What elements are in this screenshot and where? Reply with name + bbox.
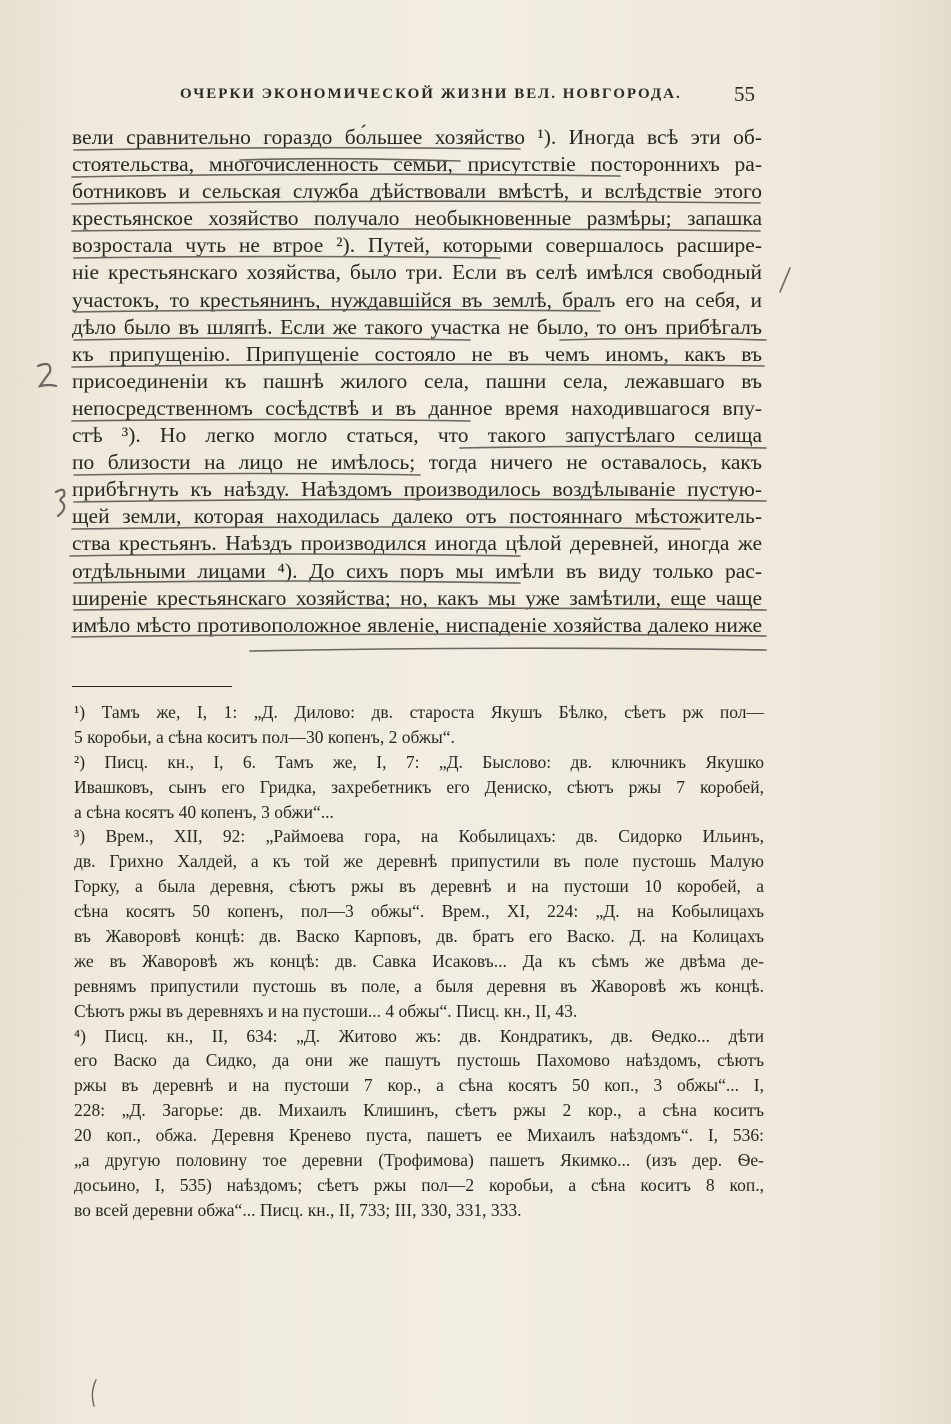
footnote-line: Ивашковъ, сынъ его Гридка, захребетникъ его Дениско, сѣютъ ржы 7 коробей, xyxy=(74,776,764,797)
text-line: имѣло мѣсто противоположное явленіе, ниспаденіе хозяйства далеко ниже xyxy=(72,612,762,637)
text-line: присоединеніи къ пашнѣ жилого села, пашни села, лежавшаго въ xyxy=(72,368,762,393)
footnote-line: 228: „Д. Загорье: дв. Михаилъ Клишинъ, сѣетъ ржы 2 кор., а сѣна коситъ xyxy=(74,1100,764,1121)
footnote-line: въ Жаворовѣ концѣ: дв. Васко Карповъ, дв. братъ его Васко. Д. на Колицахъ xyxy=(74,926,764,947)
footnote-line: ³) Врем., XII, 92: „Раймоева гора, на Кобылицахъ: дв. Сидорко Ильинъ, xyxy=(74,826,764,847)
text-line: дѣло было въ шляпѣ. Если же такого участка не было, то онъ прибѣгалъ xyxy=(72,314,762,339)
footnote-line: ржы въ деревнѣ и на пустоши 7 кор., а сѣна косятъ 50 коп., 3 обжы“... I, xyxy=(74,1075,764,1096)
footnote-line: ⁴) Писц. кн., II, 634: „Д. Житово жъ: дв. Кондратикъ, дв. Ѳедко... дѣти xyxy=(74,1025,764,1046)
main-text xyxy=(72,124,762,639)
text-line: непосредственномъ сосѣдствѣ и въ данное время находившагося впу- xyxy=(72,395,762,420)
text-line: прибѣгнуть къ наѣзду. Наѣздомъ производилось воздѣлываніе пустую- xyxy=(72,477,762,502)
footnote-line: дв. Грихно Халдей, а къ той же деревнѣ припустили въ поле пустошь Малую xyxy=(74,851,764,872)
text-line: стоятельства, многочисленность семьи, присутствіе постороннихъ ра- xyxy=(72,152,762,177)
text-line: отдѣльными лицами ⁴). До сихъ поръ мы имѣли въ виду только рас- xyxy=(72,558,762,583)
text-line: къ припущенію. Припущеніе состояло не въ чемъ иномъ, какъ въ xyxy=(72,341,762,366)
text-line: ширеніе крестьянскаго хозяйства; но, какъ мы уже замѣтили, еще чаще xyxy=(72,585,762,610)
text-line: щей земли, которая находилась далеко отъ постояннаго мѣстожитель- xyxy=(72,504,762,529)
footnote-line: его Васко да Сидко, да они же пашутъ пустошь Пахомово наѣздомъ, сѣютъ xyxy=(74,1050,764,1071)
footnote-line: Горку, а была деревня, сѣютъ ржы въ деревнѣ и на пустоши 10 коробей, а xyxy=(74,876,764,897)
text-line: участокъ, то крестьянинъ, нуждавшійся въ землѣ, бралъ его на себя, и xyxy=(72,287,762,312)
pencil-margin-slash xyxy=(780,268,790,292)
footnote-rule xyxy=(72,686,232,687)
text-line: вели сравнительно гораздо бо́льшее хозяйство ¹). Иногда всѣ эти об- xyxy=(72,125,762,149)
pencil-margin-mark xyxy=(92,1380,96,1406)
running-header: ОЧЕРКИ ЭКОНОМИЧЕСКОЙ ЖИЗНИ ВЕЛ. НОВГОРОДА. xyxy=(180,86,682,102)
text-line: ботниковъ и сельская служба дѣйствовали вмѣстѣ, и вслѣдствіе этого xyxy=(72,179,762,204)
footnote-line: а сѣна косятъ 40 копенъ, 3 обжи“... xyxy=(74,801,334,822)
page-number: 55 xyxy=(734,82,755,106)
footnote-line: ¹) Тамъ же, I, 1: „Д. Дилово: дв. староста Якушъ Бѣлко, сѣетъ рж пол— xyxy=(74,702,764,722)
footnote-line: во всей деревни обжа“... Писц. кн., II, 733; III, 330, 331, 333. xyxy=(74,1199,522,1220)
pencil-underline xyxy=(250,648,766,651)
text-line: стѣ ³). Но легко могло статься, что такого запустѣлаго селища xyxy=(72,423,762,448)
footnote-line: досьино, I, 535) наѣздомъ; сѣетъ ржы пол—2 коробьи, а сѣна коситъ 8 коп., xyxy=(74,1174,764,1195)
text-line: крестьянское хозяйство получало необыкновенные размѣры; запашка xyxy=(72,206,762,231)
text-line: ніе крестьянскаго хозяйства, было три. Если въ селѣ имѣлся свободный xyxy=(72,260,762,285)
footnotes xyxy=(74,700,764,1223)
footnote-line: Сѣютъ ржы въ деревняхъ и на пустоши... 4 обжы“. Писц. кн., II, 43. xyxy=(74,1000,578,1021)
footnote-line: ревнямъ припустили пустошь въ поле, а быля деревня въ Жаворовѣ жъ концѣ. xyxy=(74,975,764,996)
pencil-margin-mark xyxy=(56,490,64,516)
footnote-line: ²) Писц. кн., I, 6. Тамъ же, I, 7: „Д. Быслово: дв. ключникъ Якушко xyxy=(74,751,764,772)
footnote-line: „а другую половину тое деревни (Трофимова) пашетъ Якимко... (изъ дер. Ѳе- xyxy=(74,1150,764,1171)
footnote-line: 20 коп., обжа. Деревня Кренево пуста, пашетъ ее Михаилъ наѣздомъ“. I, 536: xyxy=(74,1125,764,1146)
pencil-margin-mark xyxy=(38,364,56,386)
text-line: ства крестьянъ. Наѣздъ производился иногда цѣлой деревней, иногда же xyxy=(72,531,762,556)
footnote-line: же въ Жаворовѣ жъ концѣ: дв. Савка Исаковъ... Да къ сѣмъ же двѣма де- xyxy=(74,950,764,971)
text-line: по близости на лицо не имѣлось; тогда ничего не оставалось, какъ xyxy=(72,450,762,475)
footnote-line: 5 коробьи, а сѣна коситъ пол—30 копенъ, 2 обжы“. xyxy=(74,726,455,747)
text-line: возростала чуть не втрое ²). Путей, которыми совершалось расшире- xyxy=(72,233,762,258)
footnote-line: сѣна косятъ 50 копенъ, пол—3 обжы“. Врем., XI, 224: „Д. на Кобылицахъ xyxy=(74,901,764,922)
